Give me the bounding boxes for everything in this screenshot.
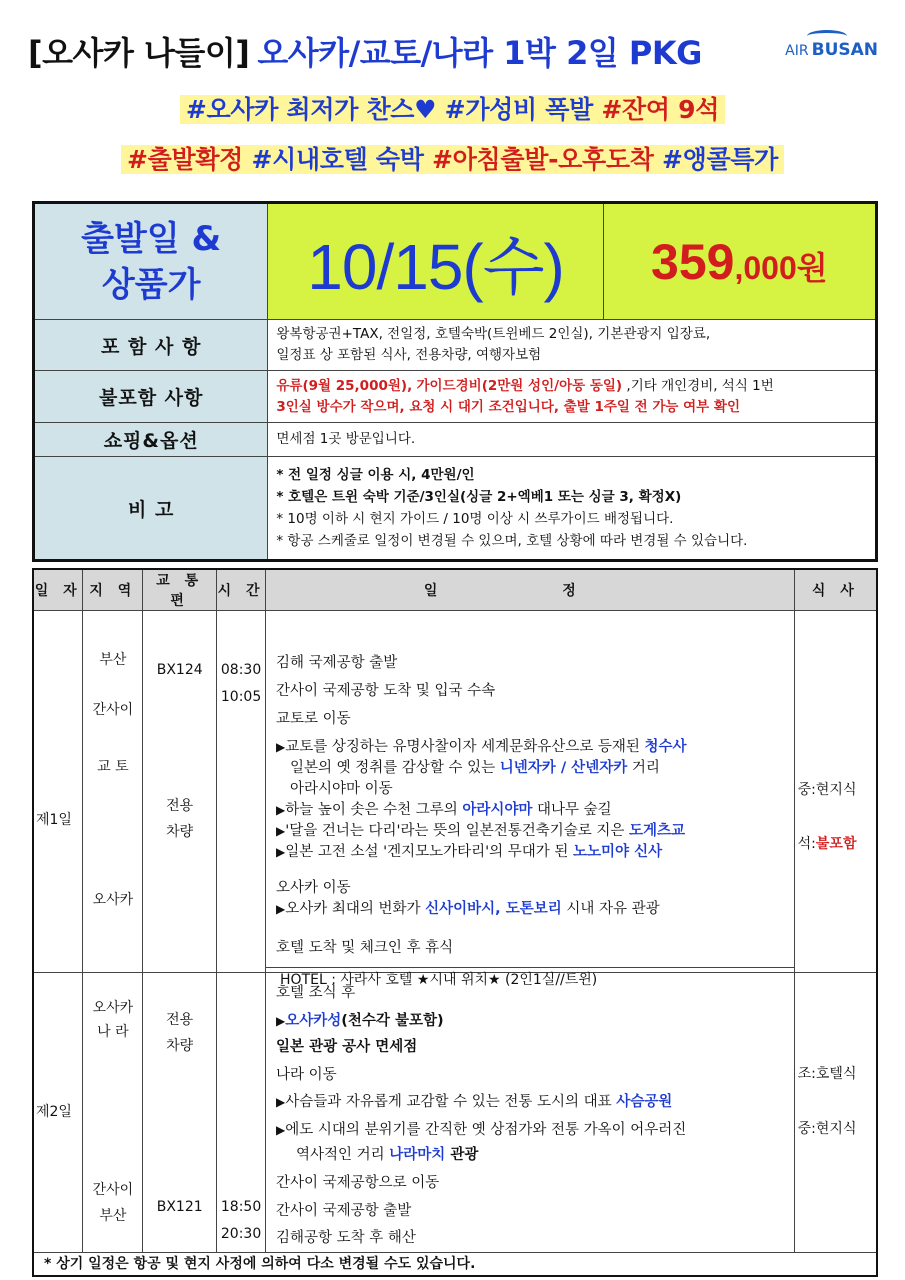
meal-dinner-prefix: 석: — [797, 836, 816, 852]
region-kansai: 간사이 — [92, 1182, 134, 1198]
hashtag-line-2-bg — [121, 145, 784, 174]
col-header-day: 일 자 — [33, 569, 83, 611]
meal-lunch: 중:현지식 — [797, 782, 857, 798]
transport-vehicle: 차량 — [166, 824, 194, 840]
highlight-shinsaibashi: 신사이바시, 도톤보리 — [425, 901, 562, 917]
itinerary-text: 오사카 최대의 번화가 — [285, 901, 426, 917]
itinerary-line — [276, 897, 660, 918]
footnote: * 상기 일정은 항공 및 현지 사정에 의하여 다소 변경될 수도 있습니다. — [33, 1253, 877, 1277]
day1-region-cell — [83, 611, 143, 973]
itinerary-text: 대나무 숲길 — [532, 802, 612, 818]
day1-transport-cell — [143, 611, 217, 973]
region-busan: 부산 — [99, 652, 127, 668]
day2-row — [33, 973, 877, 1253]
excluded-guide-fee: 가이드경비(2만원 성인/아동 동일) — [416, 377, 623, 394]
hashtag-cheapest: #오사카 최저가 찬스♥ — [185, 95, 437, 124]
day1-label: 제1일 — [36, 812, 72, 828]
excluded-line-2: 3인실 방수가 작으며, 요청 시 대기 조건입니다, 출발 1주일 전 가능 여부 확인 — [276, 398, 741, 415]
itinerary-line — [290, 756, 660, 777]
excluded-text — [268, 371, 877, 423]
transport-private: 전용 — [166, 798, 194, 814]
hashtag-line-1 — [0, 90, 905, 126]
itinerary-line — [276, 819, 685, 840]
remarks-label: 비 고 — [34, 457, 268, 561]
price-small: ,000 — [734, 249, 797, 286]
schedule-header-row — [33, 569, 877, 611]
remark-item: * 전 일정 싱글 이용 시, 4만원/인 — [276, 467, 475, 483]
title-row — [28, 28, 878, 74]
triangle-bullet-icon: ▶ — [276, 845, 286, 859]
excluded-other: ,기타 개인경비, 석식 1번 — [622, 377, 774, 394]
package-price — [603, 203, 876, 320]
itinerary-line: 호텔 조식 후 — [276, 985, 356, 1001]
hotel-info: HOTEL : 사라사 호텔 ★시내 위치★ (2인1실//트윈) — [266, 967, 794, 991]
highlight-deer-park: 사슴공원 — [616, 1094, 673, 1110]
included-line-2: 일정표 상 포함된 식사, 전용차량, 여행자보험 — [276, 347, 542, 363]
region-kansai: 간사이 — [92, 702, 134, 718]
triangle-bullet-icon: ▶ — [276, 803, 286, 817]
col-header-time: 시 간 — [217, 569, 266, 611]
meal-dinner — [798, 833, 857, 853]
itinerary-text: 거리 — [627, 760, 660, 776]
title-tag: [오사카 나들이] — [28, 34, 250, 72]
included-label: 포 함 사 항 — [34, 320, 268, 371]
flight-bx121: BX121 — [156, 1199, 203, 1215]
time-arrive: 10:05 — [220, 689, 262, 705]
price-unit: 원 — [796, 248, 828, 287]
day2-time-cell — [217, 973, 266, 1253]
shopping-text: 면세점 1곳 방문입니다. — [268, 423, 877, 457]
triangle-bullet-icon: ▶ — [276, 824, 286, 838]
day1-day-cell — [33, 611, 83, 973]
hashtag-flight-times: #아침출발-오후도착 — [432, 145, 654, 174]
day2-label: 제2일 — [36, 1104, 72, 1120]
itinerary-text: 관광 — [445, 1147, 479, 1163]
remarks-row — [34, 457, 877, 561]
excluded-fuel: 유류(9월 25,000원), — [276, 377, 413, 394]
col-header-itinerary: 일 정 — [266, 569, 795, 611]
day1-row — [33, 611, 877, 973]
day2-meal-cell — [794, 973, 877, 1253]
date-price-label-line1: 출발일 & — [81, 218, 222, 259]
airline-name: BUSAN — [811, 40, 878, 60]
page-title — [28, 28, 702, 74]
highlight-togetsukyo: 도게츠교 — [629, 823, 686, 839]
included-line-1: 왕복항공권+TAX, 전일정, 호텔숙박(트윈베드 2인실), 기본관광지 입장료, — [276, 326, 711, 342]
itinerary-line: 나라 이동 — [276, 1067, 337, 1083]
itinerary-line: 아라시야마 이동 — [290, 781, 393, 797]
highlight-arashiyama: 아라시야마 — [462, 802, 533, 818]
footnote-row — [33, 1253, 877, 1277]
highlight-nonomiya: 노노미야 신사 — [573, 844, 663, 860]
flight-bx124: BX124 — [156, 662, 203, 678]
region-busan: 부산 — [99, 1208, 127, 1224]
highlight-naramachi: 나라마치 — [389, 1147, 446, 1163]
itinerary-text: '달을 건너는 다리'라는 뜻의 일본전통건축기술로 지은 — [285, 823, 630, 839]
region-osaka: 오사카 — [92, 892, 134, 908]
itinerary-line — [276, 798, 612, 819]
itinerary-line: 오사카 이동 — [276, 880, 351, 896]
itinerary-line: 교토로 이동 — [276, 711, 351, 727]
itinerary-line: 간사이 국제공항으로 이동 — [276, 1175, 440, 1191]
day2-day-cell — [33, 973, 83, 1253]
airline-prefix: AIR — [785, 43, 809, 59]
meal-lunch: 중:현지식 — [797, 1121, 857, 1137]
day1-meal-cell — [794, 611, 877, 973]
airline-logo — [785, 40, 878, 60]
hashtag-line-2 — [0, 140, 905, 176]
remark-item: * 항공 스케줄로 일정이 변경될 수 있으며, 호텔 상황에 따라 변경될 수 있습니다. — [276, 533, 748, 549]
shopping-label: 쇼핑&옵션 — [34, 423, 268, 457]
highlight-ninenzaka: 니넨자카 / 산넨자카 — [499, 760, 628, 776]
day1-itinerary-cell — [266, 611, 795, 988]
hashtag-line-1-bg — [180, 95, 725, 124]
schedule-table — [32, 568, 878, 1277]
excluded-line-1 — [276, 376, 867, 397]
itinerary-text: 에도 시대의 분위기를 간직한 옛 상점가와 전통 가옥이 어우러진 — [285, 1122, 687, 1138]
price-big: 359 — [651, 233, 735, 290]
excluded-label: 불포함 사항 — [34, 371, 268, 423]
departure-date: 10/15(수) — [268, 203, 603, 320]
day2-itinerary-cell — [266, 973, 795, 1253]
region-nara: 나 라 — [97, 1024, 129, 1040]
hashtag-value: #가성비 폭발 — [444, 95, 593, 124]
airline-swoosh-icon — [807, 30, 847, 42]
day2-region-cell — [83, 973, 143, 1253]
remark-item: * 호텔은 트윈 숙박 기준/3인실(싱글 2+엑베1 또는 싱글 3, 확정X) — [276, 489, 682, 505]
itinerary-text: 일본 고전 소설 '겐지모노가타리'의 무대가 된 — [285, 844, 574, 860]
remarks-text — [268, 457, 877, 561]
day1-time-cell — [217, 611, 266, 973]
triangle-bullet-icon: ▶ — [276, 1014, 286, 1028]
hashtag-confirmed: #출발확정 — [126, 145, 244, 174]
hashtag-city-hotel: #시내호텔 숙박 — [251, 145, 424, 174]
title-text: 오사카/교토/나라 1박 2일 PKG — [257, 34, 702, 72]
itinerary-line: 간사이 국제공항 도착 및 입국 수속 — [276, 683, 496, 699]
date-price-label-line2: 상품가 — [101, 264, 201, 305]
itinerary-text: 사슴들과 자유롭게 교감할 수 있는 전통 도시의 대표 — [285, 1094, 617, 1110]
triangle-bullet-icon: ▶ — [276, 902, 286, 916]
itinerary-line: 일본 관광 공사 면세점 — [276, 1039, 418, 1055]
region-kyoto: 교 토 — [97, 759, 129, 775]
highlight-kiyomizu: 청수사 — [644, 739, 687, 755]
hashtag-seats-left: #잔여 9석 — [601, 95, 720, 124]
itinerary-line — [296, 1143, 478, 1164]
triangle-bullet-icon: ▶ — [276, 1095, 286, 1109]
triangle-bullet-icon: ▶ — [276, 1123, 286, 1137]
triangle-bullet-icon: ▶ — [276, 740, 286, 754]
itinerary-line — [276, 1009, 444, 1030]
included-text — [268, 320, 877, 371]
day2-transport-cell — [143, 973, 217, 1253]
date-price-label — [34, 203, 268, 320]
itinerary-line — [276, 840, 662, 861]
itinerary-line: 간사이 국제공항 출발 — [276, 1203, 412, 1219]
shopping-row — [34, 423, 877, 457]
included-row — [34, 320, 877, 371]
itinerary-line: 호텔 도착 및 체크인 후 휴식 — [276, 940, 454, 956]
region-osaka: 오사카 — [92, 1000, 134, 1016]
col-header-meal: 식 사 — [794, 569, 877, 611]
itinerary-line — [276, 1118, 686, 1139]
itinerary-text: (천수각 불포함) — [341, 1013, 444, 1029]
itinerary-line: 김해공항 도착 후 해산 — [276, 1230, 416, 1246]
itinerary-text: 교토를 상징하는 유명사찰이자 세계문화유산으로 등재된 — [285, 739, 645, 755]
itinerary-line — [276, 1090, 672, 1111]
time-depart: 08:30 — [220, 662, 262, 678]
time-arrive: 20:30 — [220, 1226, 262, 1242]
transport-private: 전용 — [166, 1012, 194, 1028]
col-header-region: 지 역 — [83, 569, 143, 611]
excluded-row — [34, 371, 877, 423]
meal-dinner-value: 불포함 — [815, 836, 857, 852]
hashtag-encore: #앵콜특가 — [661, 145, 779, 174]
itinerary-line: 김해 국제공항 출발 — [276, 655, 398, 671]
date-price-row — [34, 203, 877, 320]
itinerary-line — [276, 735, 686, 756]
itinerary-text: 역사적인 거리 — [296, 1147, 390, 1163]
col-header-transport: 교 통 편 — [143, 569, 217, 611]
time-depart: 18:50 — [220, 1199, 262, 1215]
meal-breakfast: 조:호텔식 — [797, 1066, 857, 1082]
itinerary-text: 시내 자유 관광 — [561, 901, 660, 917]
info-table — [32, 201, 878, 562]
itinerary-text: 하늘 높이 솟은 수천 그루의 — [285, 802, 463, 818]
remark-item: * 10명 이하 시 현지 가이드 / 10명 이상 시 쓰루가이드 배정됩니다. — [276, 511, 674, 527]
itinerary-text: 일본의 옛 정취를 감상할 수 있는 — [290, 760, 500, 776]
transport-vehicle: 차량 — [166, 1038, 194, 1054]
highlight-osaka-castle: 오사카성 — [285, 1013, 342, 1029]
